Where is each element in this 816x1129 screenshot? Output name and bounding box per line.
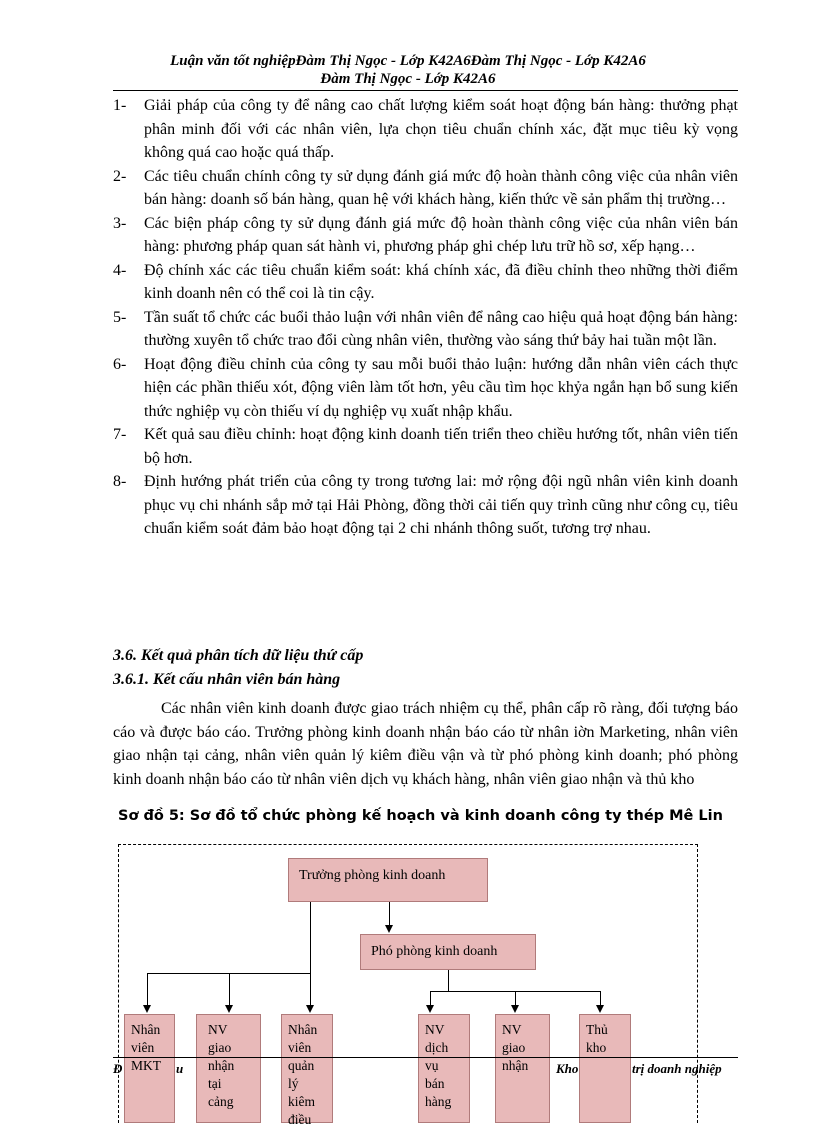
footer-left-fragment: u bbox=[176, 1061, 184, 1076]
arrow-head bbox=[426, 1005, 434, 1013]
connector bbox=[515, 991, 516, 1005]
connector bbox=[600, 991, 601, 1005]
footer-right: Kho bbox=[556, 1061, 579, 1076]
section-heading: 3.6. Kết quả phân tích dữ liệu thứ cấp bbox=[113, 647, 364, 664]
staff-box-warehouse: Thủ kho bbox=[579, 1014, 631, 1123]
diagram-title: Sơ đồ 5: Sơ đồ tổ chức phòng kế hoạch và kinh doanh công ty thép Mê Lin bbox=[118, 808, 723, 824]
connector bbox=[229, 973, 230, 1005]
subsection-heading: 3.6.1. Kết cấu nhân viên bán hàng bbox=[113, 671, 341, 688]
footer-rule bbox=[113, 1057, 738, 1058]
list-item: 5- Tần suất tổ chức các buổi thảo luận với nhân viên để nâng cao hiệu quả hoạt động bán hàng: thường xuyên tổ chức trao đổi cùng nhân viên, thường vào sáng thứ bảy hai tuần một lần. bbox=[113, 308, 738, 349]
arrow-head bbox=[225, 1005, 233, 1013]
arrow-head bbox=[306, 1005, 314, 1013]
header-rule bbox=[113, 90, 738, 91]
connector bbox=[310, 973, 311, 1005]
staff-box-port-delivery: NV giao nhận tại cảng bbox=[196, 1014, 261, 1123]
connector bbox=[389, 902, 390, 925]
deputy-head-box: Phó phòng kinh doanh bbox=[360, 934, 536, 970]
list-item: 8- Định hướng phát triển của công ty trong tương lai: mở rộng đội ngũ nhân viên kinh doanh phục vụ chi nhánh sắp mở tại Hải Phòng, đồng thời cải tiến quy trình cũng như công cụ, tiêu chuẩn kiểm soát đảm bảo hoạt động tại 2 chi nhánh thông suốt, tương trợ nhau. bbox=[113, 473, 738, 537]
connector bbox=[310, 902, 311, 974]
arrow-head bbox=[143, 1005, 151, 1013]
diagram-frame-top bbox=[118, 844, 698, 845]
head-of-sales-box: Trưởng phòng kinh doanh bbox=[288, 858, 488, 902]
running-header-line-1: Luận văn tốt nghiệpĐàm Thị Ngọc - Lớp K42A6Đàm Thị Ngọc - Lớp K42A6 bbox=[170, 53, 646, 69]
diagram-frame-right bbox=[697, 844, 698, 1123]
arrow-head bbox=[511, 1005, 519, 1013]
running-header-line-2: Đàm Thị Ngọc - Lớp K42A6 bbox=[320, 71, 496, 87]
arrow-head bbox=[385, 925, 393, 933]
footer-left: Đ bbox=[113, 1061, 123, 1076]
connector bbox=[430, 991, 431, 1005]
staff-box-delivery: NV giao nhận bbox=[495, 1014, 550, 1123]
arrow-head bbox=[596, 1005, 604, 1013]
staff-box-sales-service: NV dịch vụ bán hàng bbox=[418, 1014, 470, 1123]
findings-list bbox=[113, 94, 738, 541]
connector bbox=[448, 970, 449, 992]
staff-box-marketing: Nhân viên MKT bbox=[124, 1014, 175, 1123]
list-item: 4- Độ chính xác các tiêu chuẩn kiểm soát: khá chính xác, đã điều chỉnh theo những thời điểm kinh doanh nên có thể coi là tin cậy. bbox=[113, 261, 738, 302]
list-item: 1- Giải pháp của công ty để nâng cao chất lượng kiểm soát hoạt động bán hàng: thưởng phạt phân minh đối với các nhân viên, lựa chọn tiêu chuẩn chính xác, đặt mục tiêu kỳ vọng không quá cao hoặc quá thấp. bbox=[113, 97, 738, 161]
list-item: 6- Hoạt động điều chỉnh của công ty sau mỗi buổi thảo luận: hướng dẫn nhân viên cách thực hiện các phần thiếu xót, động viên làm tốt hơn, yêu cầu tìm học khỷa ngắn hạn bổ sung kiến thức nghiệp vụ còn thiếu ví dụ nghiệp vụ xuất nhập khẩu. bbox=[113, 355, 738, 420]
list-item: 3- Các biện pháp công ty sử dụng đánh giá mức độ hoàn thành công việc của nhân viên bán hàng: phương pháp quan sát hành vi, phương pháp ghi chép lưu trữ hồ sơ, xếp hạng… bbox=[113, 214, 738, 255]
body-paragraph: Các nhân viên kinh doanh được giao trách nhiệm cụ thể, phân cấp rõ ràng, đối tượng báo cáo và được báo cáo. Trưởng phòng kinh doanh nhận báo cáo từ nhân iờn Marketing, nhân viên giao nhận tại cảng, nhân viên quản lý kiêm điều vận và từ phó phòng kinh doanh; phó phòng kinh doanh nhận báo cáo từ nhân viên dịch vụ khách hàng, nhân viên giao nhận và thủ kho bbox=[113, 700, 738, 788]
list-item: 2- Các tiêu chuẩn chính công ty sử dụng đánh giá mức độ hoàn thành công việc của nhân viên bán hàng: doanh số bán hàng, quan hệ với khách hàng, kiến thức về sản phẩm thị trường… bbox=[113, 167, 738, 208]
footer-right-fragment: trị doanh nghiệp bbox=[632, 1061, 722, 1076]
diagram-frame-left bbox=[118, 844, 119, 1123]
staff-box-manager-dispatch: Nhân viên quản lý kiêm điều bbox=[281, 1014, 333, 1123]
list-item: 7- Kết quả sau điều chỉnh: hoạt động kinh doanh tiến triển theo chiều hướng tốt, nhân viên tiến bộ hơn. bbox=[113, 426, 738, 467]
connector bbox=[147, 973, 148, 1005]
